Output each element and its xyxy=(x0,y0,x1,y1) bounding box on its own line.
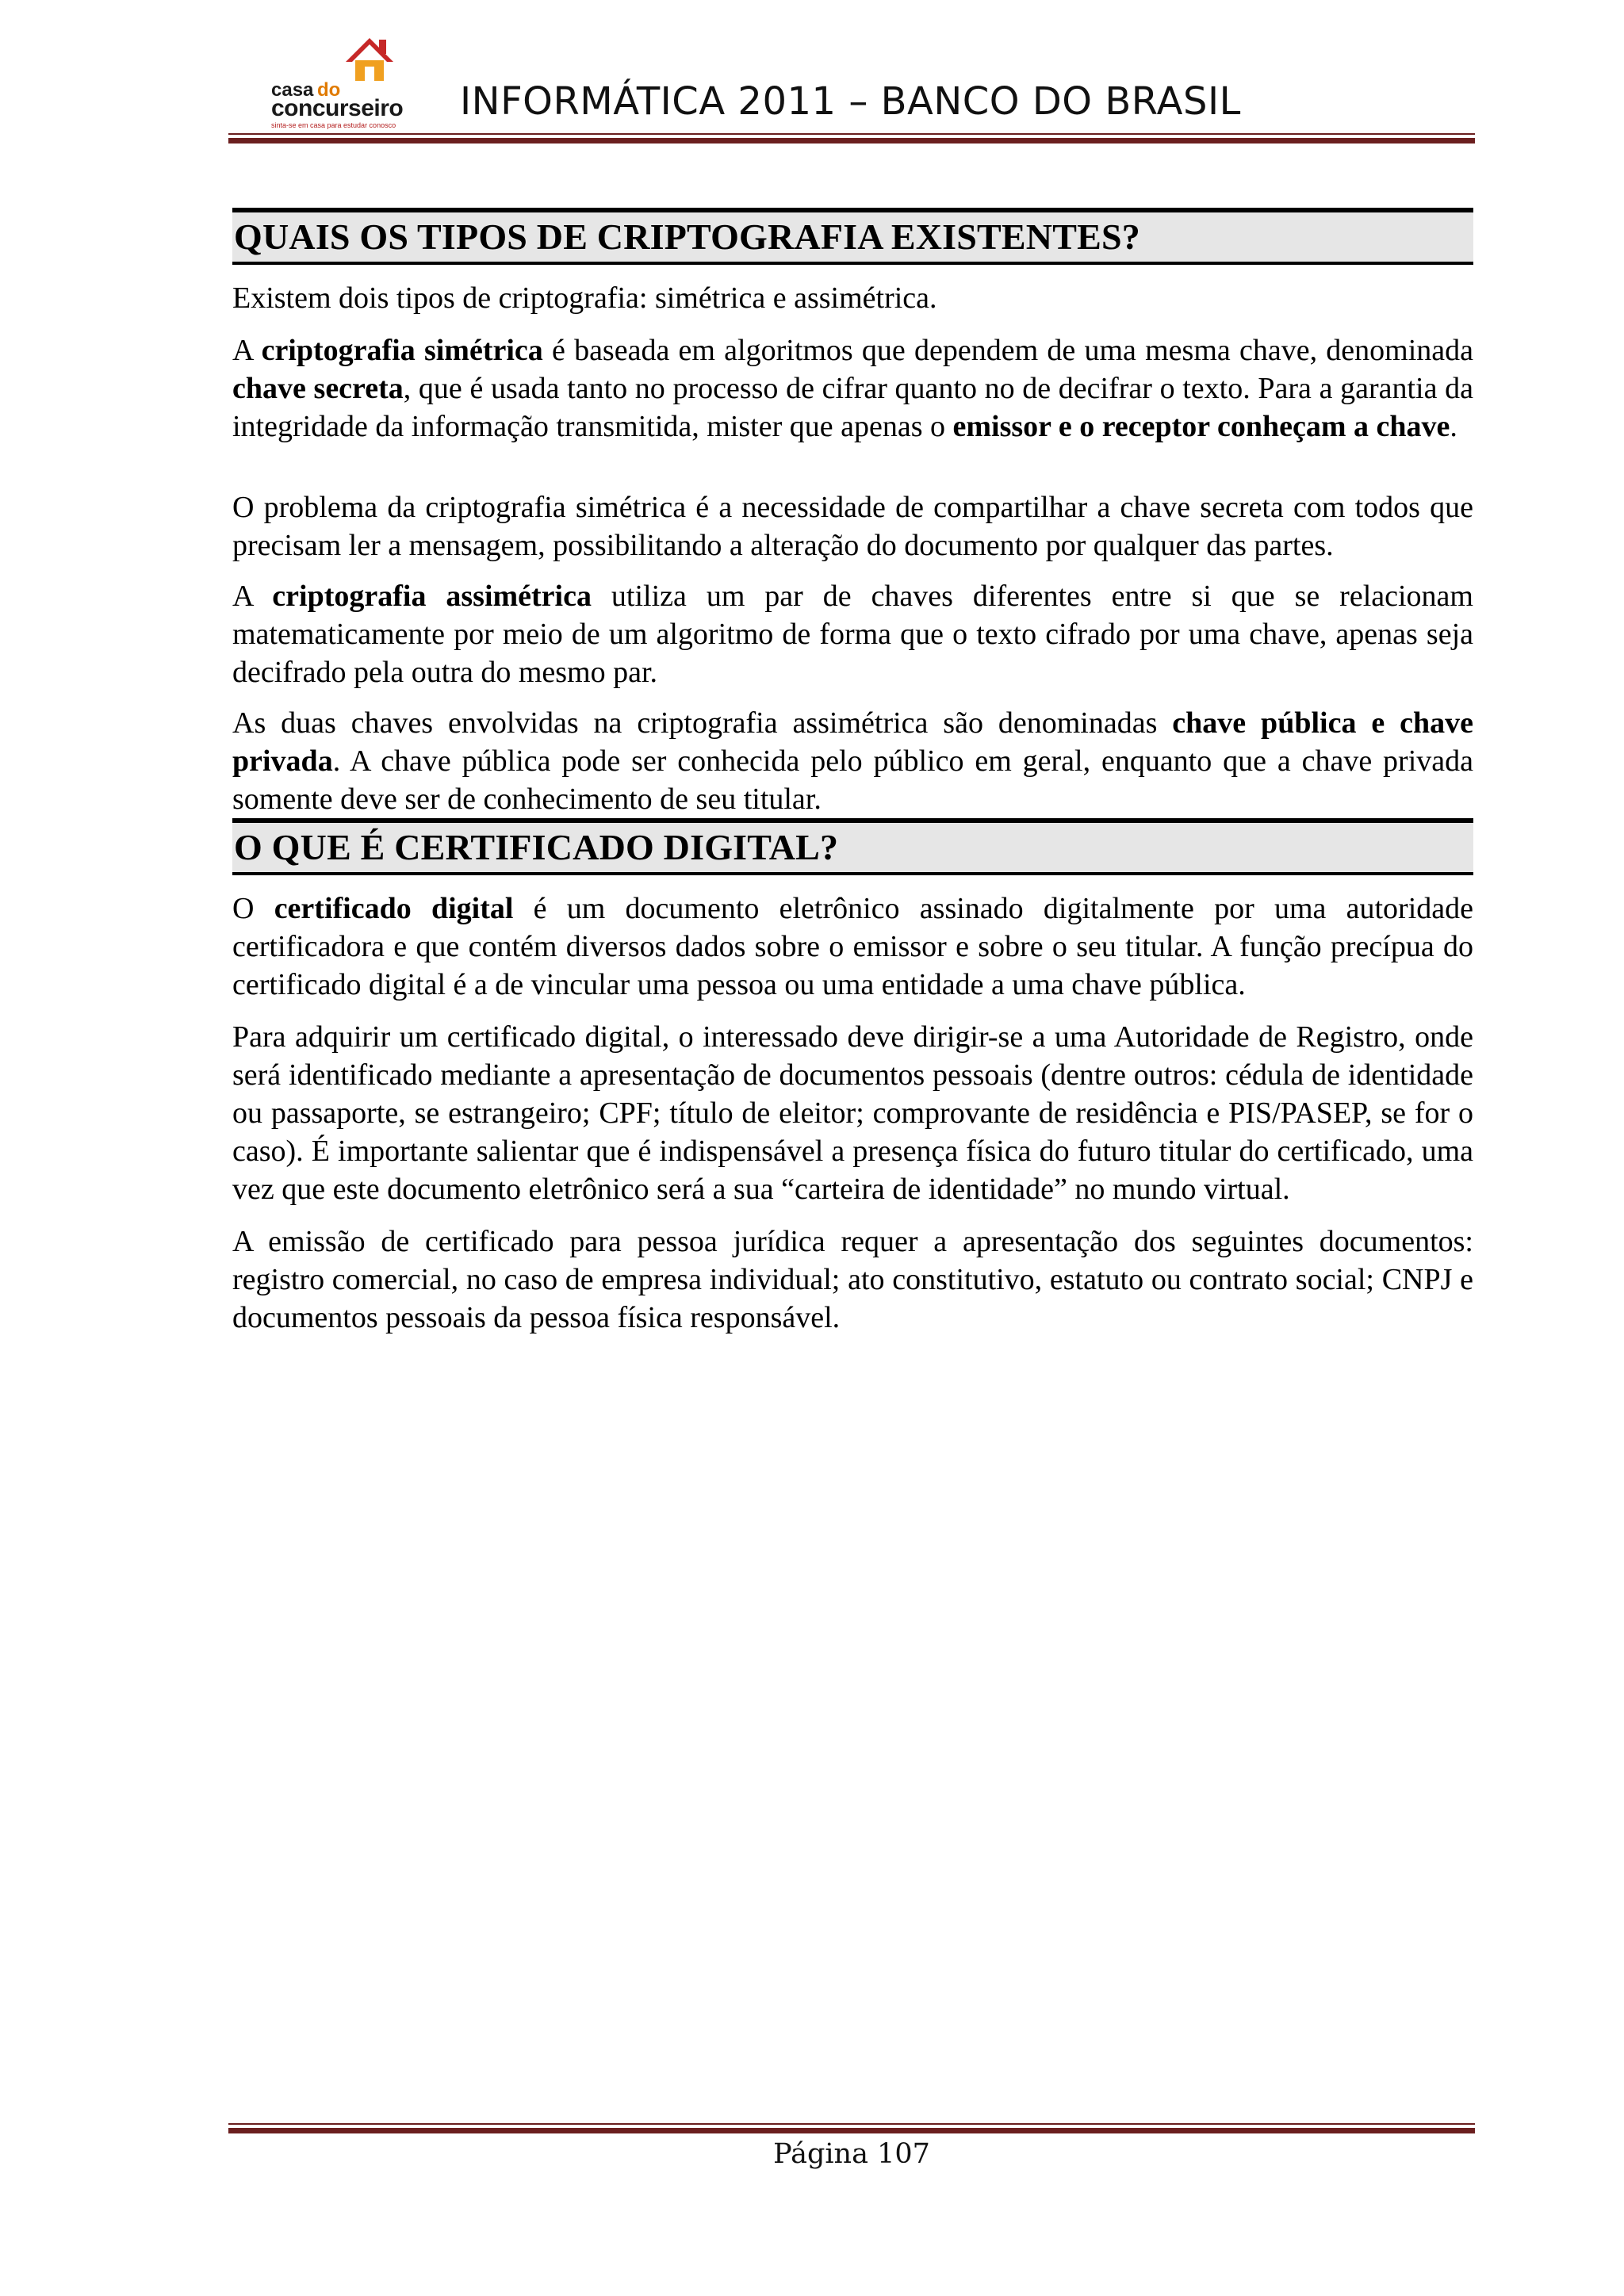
document-title: INFORMÁTICA 2011 – BANCO DO BRASIL xyxy=(460,79,1241,124)
paragraph-intro: Existem dois tipos de criptografia: simétrica e assimétrica. xyxy=(232,281,937,315)
paragraph-certificado-digital xyxy=(232,890,1473,1004)
bold-term-chave-secreta: chave secreta xyxy=(232,372,404,405)
text-run: é um documento eletrônico assinado digitalmente por uma autoridade certificadora e que contém diversos dados sobre o emissor e sobre o seu titular. A função precípua do certificado digital é a de vincular uma pessoa ou uma entidade a uma chave pública. xyxy=(232,892,1473,1001)
bold-term-criptografia-simetrica: criptografia simétrica xyxy=(261,334,543,367)
page-number: Página 107 xyxy=(773,2138,930,2170)
text-run: é baseada em algoritmos que dependem de uma mesma chave, denominada xyxy=(542,334,1474,367)
text-run: utiliza um par de chaves diferentes entre si que se relacionam matematicamente por meio de um algoritmo de forma que o texto cifrado por uma chave, apenas seja decifrado pela outra do mesmo par. xyxy=(232,580,1473,689)
paragraph-pessoa-juridica: A emissão de certificado para pessoa jurídica requer a apresentação dos seguintes documentos: registro comercial, no caso de empresa individual; ato constitutivo, estatuto ou contrato social; CNPJ e documentos pessoais da pessoa física responsável. xyxy=(232,1225,1473,1334)
section-heading-tipos-criptografia: QUAIS OS TIPOS DE CRIPTOGRAFIA EXISTENTES? xyxy=(232,208,1473,265)
bold-term-certificado-digital: certificado digital xyxy=(274,892,514,925)
text-run: , que é usada tanto no processo de cifrar quanto no de decifrar o texto. Para a garantia da integridade da informação transmitida, mister que apenas o xyxy=(232,372,1473,443)
bold-term-criptografia-assimetrica: criptografia assimétrica xyxy=(272,580,592,613)
text-run: A xyxy=(232,334,262,367)
casa-do-concurseiro-logo xyxy=(271,38,422,127)
footer-rule-thick xyxy=(228,2128,1475,2133)
page-content xyxy=(232,208,1473,1337)
logo-tagline: sinta-se em casa para estudar conosco xyxy=(271,121,396,129)
text-run: A xyxy=(232,580,273,613)
header-rule-thin xyxy=(228,133,1475,135)
paragraph-adquirir-certificado: Para adquirir um certificado digital, o interessado deve dirigir-se a uma Autoridade de Registro, onde será identificado mediante a apresentação de documentos pessoais (dentre outros: cédula de identidade ou passaporte, se estrangeiro; CPF; título de eleitor; comprovante de residência e PIS/PASEP, se for o caso). É importante salientar que é indispensável a presença física do futuro titular do certificado, uma vez que este documento eletrônico será a sua “carteira de identidade” no mundo virtual. xyxy=(232,1020,1473,1206)
section-heading-certificado-digital: O QUE É CERTIFICADO DIGITAL? xyxy=(232,818,1473,875)
header-rule-thick xyxy=(228,138,1475,144)
logo-word-casa: casa xyxy=(271,79,314,101)
bold-term-chave-publica-privada: chave pública e chave privada xyxy=(232,706,1473,778)
logo-word-do: do xyxy=(317,79,341,101)
paragraph-criptografia-simetrica xyxy=(232,331,1473,446)
text-run: O xyxy=(232,892,274,925)
paragraph-problema-simetrica: O problema da criptografia simétrica é a necessidade de compartilhar a chave secreta com todos que precisam ler a mensagem, possibilitando a alteração do documento por qualquer das partes. xyxy=(232,491,1473,562)
text-run: . A chave pública pode ser conhecida pelo público em geral, enquanto que a chave privada somente deve ser de conhecimento de seu titular. xyxy=(232,744,1473,816)
paragraph-criptografia-assimetrica xyxy=(232,577,1473,691)
logo-word-concurseiro: concurseiro xyxy=(271,95,404,121)
bold-term-emissor-receptor: emissor e o receptor conheçam a chave xyxy=(952,410,1450,443)
text-run: As duas chaves envolvidas na criptografia assimétrica são denominadas xyxy=(232,706,1173,740)
paragraph-chaves-publica-privada xyxy=(232,704,1473,818)
house-icon xyxy=(338,33,401,84)
footer-rule-thin xyxy=(228,2123,1475,2125)
text-run: . xyxy=(1450,410,1457,443)
